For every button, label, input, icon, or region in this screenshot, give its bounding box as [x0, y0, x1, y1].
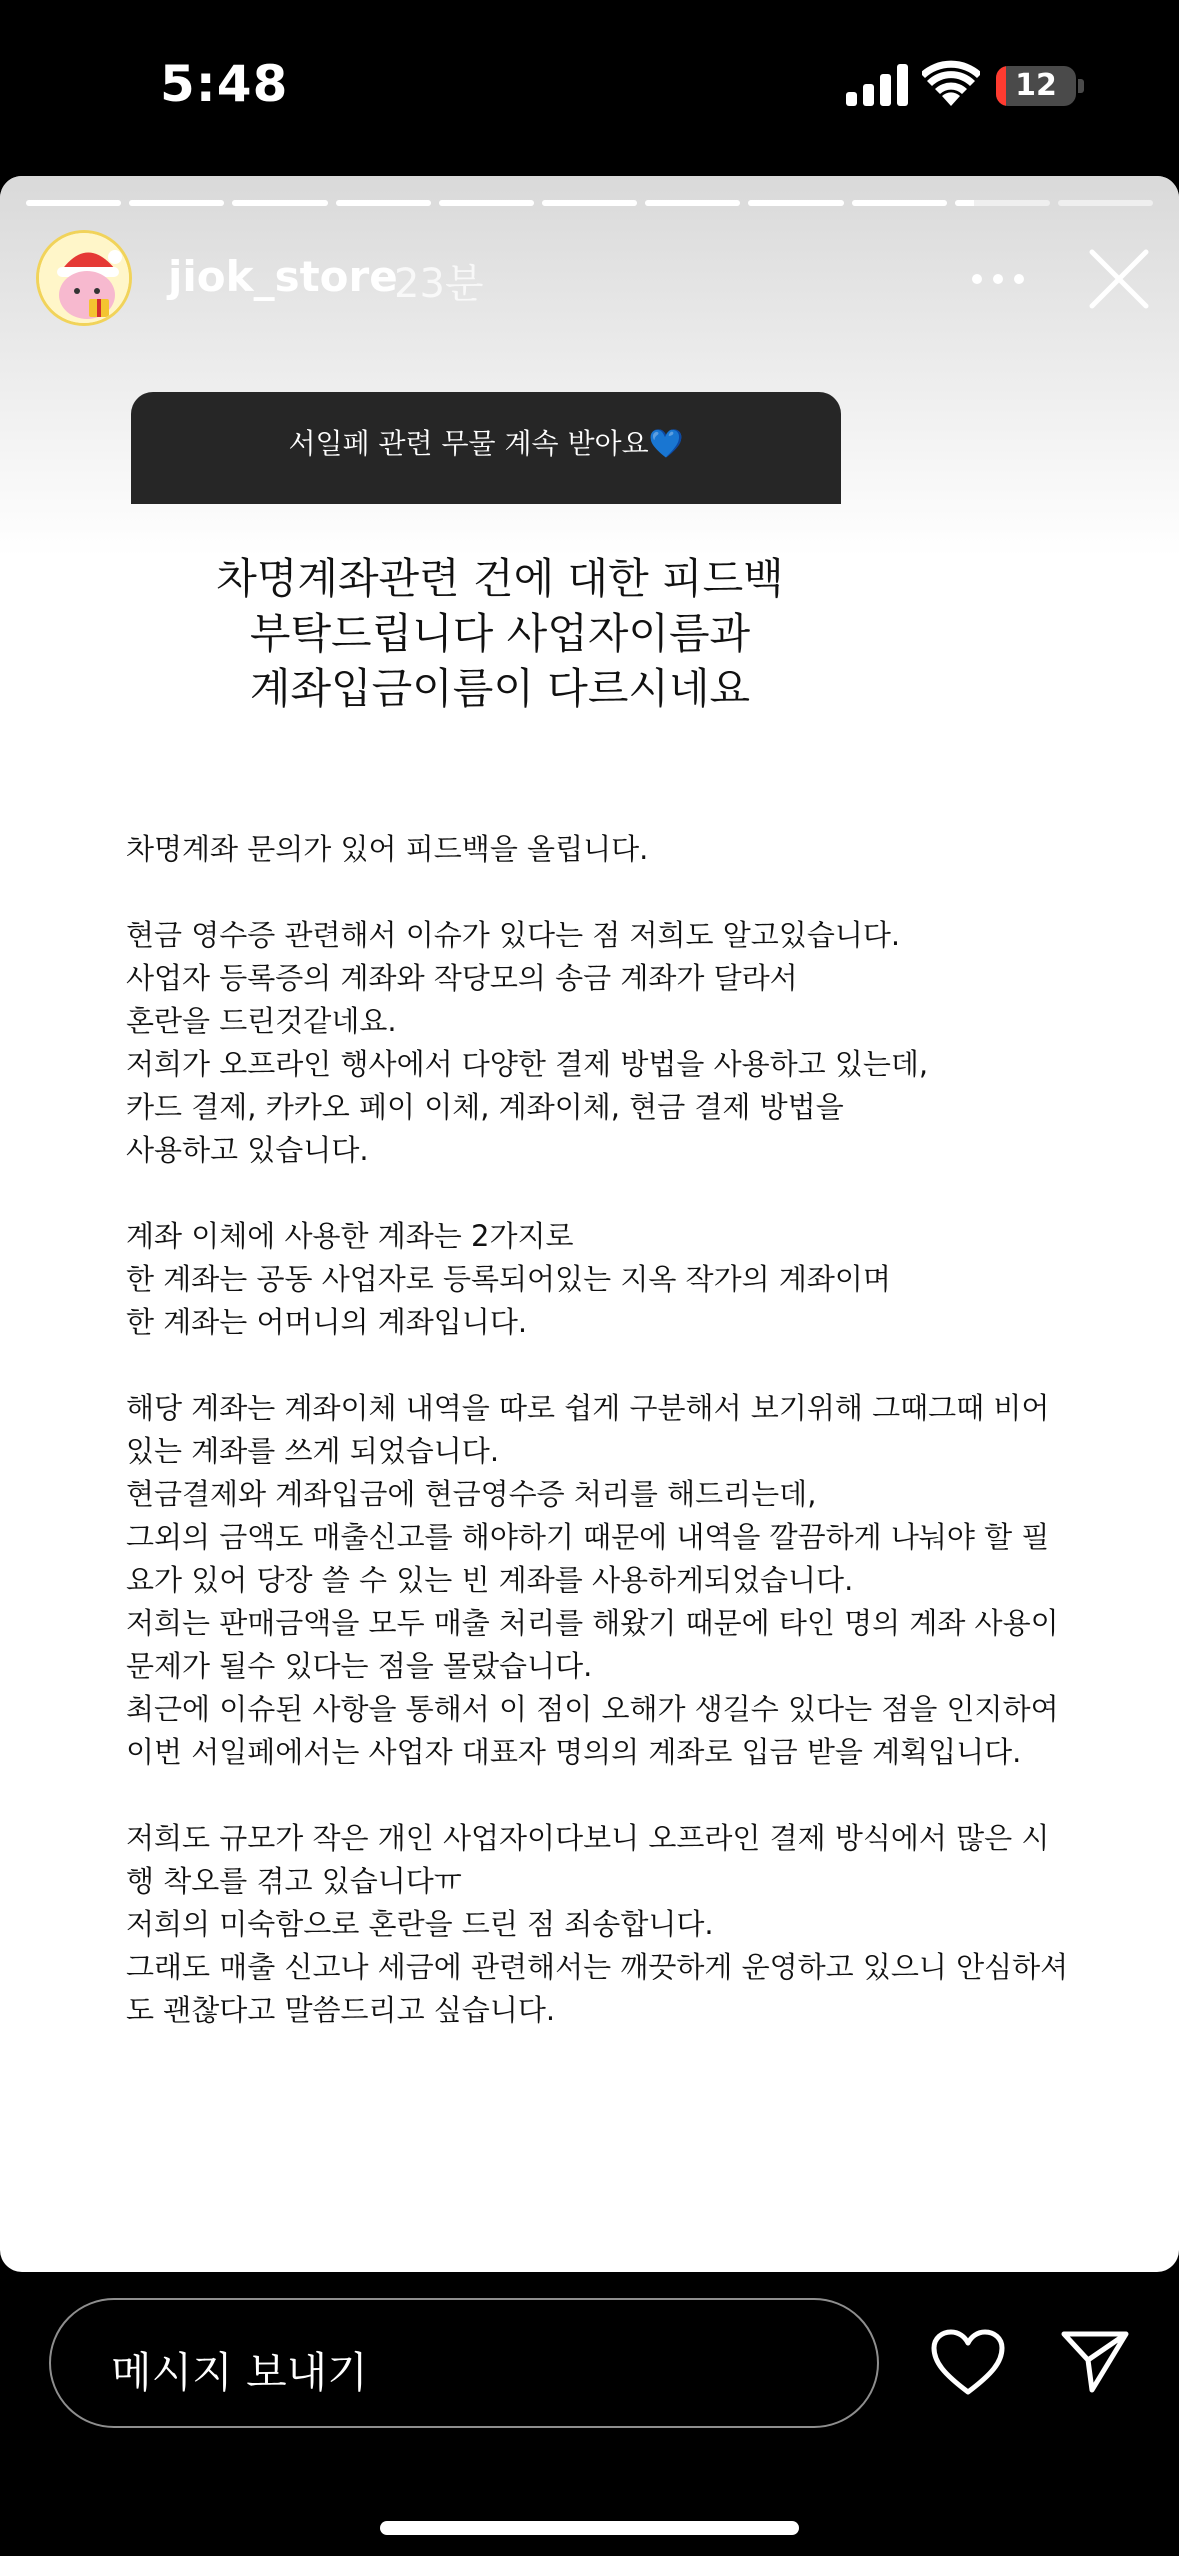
send-icon[interactable] — [1060, 2328, 1130, 2394]
avatar[interactable] — [36, 230, 132, 326]
progress-segment — [748, 200, 843, 206]
progress-segment-fill — [852, 200, 947, 206]
story-time-ago: 23분 — [394, 261, 484, 307]
progress-segment — [645, 200, 740, 206]
banner-text: 서일페 관련 무물 계속 받아요💙 — [288, 427, 684, 460]
progress-segment-fill — [748, 200, 843, 206]
progress-segment — [336, 200, 431, 206]
progress-segment — [1058, 200, 1153, 206]
question-sticker-banner[interactable] — [131, 392, 841, 504]
status-time: 5:48 — [160, 55, 289, 113]
progress-segment-fill — [645, 200, 740, 206]
progress-segment-fill — [129, 200, 224, 206]
story-username[interactable]: jiok_store — [168, 252, 398, 301]
progress-segment — [129, 200, 224, 206]
answer-paragraph: 저희도 규모가 작은 개인 사업자이다보니 오프라인 결제 방식에서 많은 시 행 착오를 겪고 있습니다ㅠ 저희의 미숙함으로 혼란을 드린 점 죄송합니다. 그래도 매출 신고나 세금에 관련해서는 깨끗하게 운영하고 있으니 안심하셔 도 괜찮다고 말씀드리고 싶습니다. — [126, 1821, 1069, 2027]
progress-segment-fill — [232, 200, 327, 206]
battery-nub — [1078, 79, 1084, 93]
progress-segment-fill — [26, 200, 121, 206]
progress-segment — [542, 200, 637, 206]
headline-line: 차명계좌관련 건에 대한 피드백 — [216, 554, 784, 603]
signal-icon — [846, 64, 908, 106]
story-progress-bar — [26, 200, 1153, 206]
message-placeholder: 메시지 보내기 — [111, 2348, 368, 2397]
more-options-icon[interactable] — [970, 272, 1026, 286]
headline-line: 부탁드립니다 사업자이름과 — [249, 609, 751, 658]
progress-segment — [232, 200, 327, 206]
answer-body — [126, 828, 1086, 2075]
progress-segment — [439, 200, 534, 206]
wifi-icon — [922, 60, 980, 106]
battery-percent: 12 — [1015, 68, 1057, 103]
progress-segment-fill — [542, 200, 637, 206]
answer-paragraph: 계좌 이체에 사용한 계좌는 2가지로 한 계좌는 공동 사업자로 등록되어있는 지옥 작가의 계좌이며 한 계좌는 어머니의 계좌입니다. — [126, 1219, 891, 1339]
progress-segment-fill — [336, 200, 431, 206]
answer-paragraph: 해당 계좌는 계좌이체 내역을 따로 쉽게 구분해서 보기위해 그때그때 비어 있는 계좌를 쓰게 되었습니다. 현금결제와 계좌입금에 현금영수증 처리를 해드리는데, 그외의 금액도 매출신고를 해야하기 때문에 내역을 깔끔하게 나눠야 할 필 요가 있어 당장 쓸 수 있는 빈 계좌를 사용하게되었습니다. 저희는 판매금액을 모두 매출 처리를 해왔기 때문에 타인 명의 계좌 사용이 문제가 될수 있다는 점을 몰랐습니다. 최근에 이슈된 사항을 통해서 이 점이 오해가 생길수 있다는 점을 인지하여 이번 서일페에서는 사업자 대표자 명의의 계좌로 입금 받을 계획입니다. — [126, 1391, 1059, 1769]
message-input[interactable] — [49, 2298, 879, 2428]
progress-segment — [26, 200, 121, 206]
blue-heart-emoji: 💙 — [648, 427, 684, 460]
home-indicator — [380, 2521, 799, 2535]
close-icon[interactable] — [1088, 248, 1150, 310]
progress-segment-fill — [439, 200, 534, 206]
battery-icon — [996, 66, 1076, 106]
question-headline — [160, 551, 840, 716]
headline-line: 계좌입금이름이 다르시네요 — [249, 664, 751, 713]
status-bar — [0, 0, 1179, 175]
progress-segment — [955, 200, 1050, 206]
answer-paragraph: 차명계좌 문의가 있어 피드백을 올립니다. — [126, 832, 649, 866]
progress-segment — [852, 200, 947, 206]
progress-segment-fill — [955, 200, 974, 206]
answer-paragraph: 현금 영수증 관련해서 이슈가 있다는 점 저희도 알고있습니다. 사업자 등록증의 계좌와 작당모의 송금 계좌가 달라서 혼란을 드린것같네요. 저희가 오프라인 행사에서 다양한 결제 방법을 사용하고 있는데, 카드 결제, 카카오 페이 이체, 계좌이체, 현금 결제 방법을 사용하고 있습니다. — [126, 918, 929, 1167]
heart-icon[interactable] — [930, 2328, 1006, 2398]
story-card[interactable] — [0, 176, 1179, 2272]
